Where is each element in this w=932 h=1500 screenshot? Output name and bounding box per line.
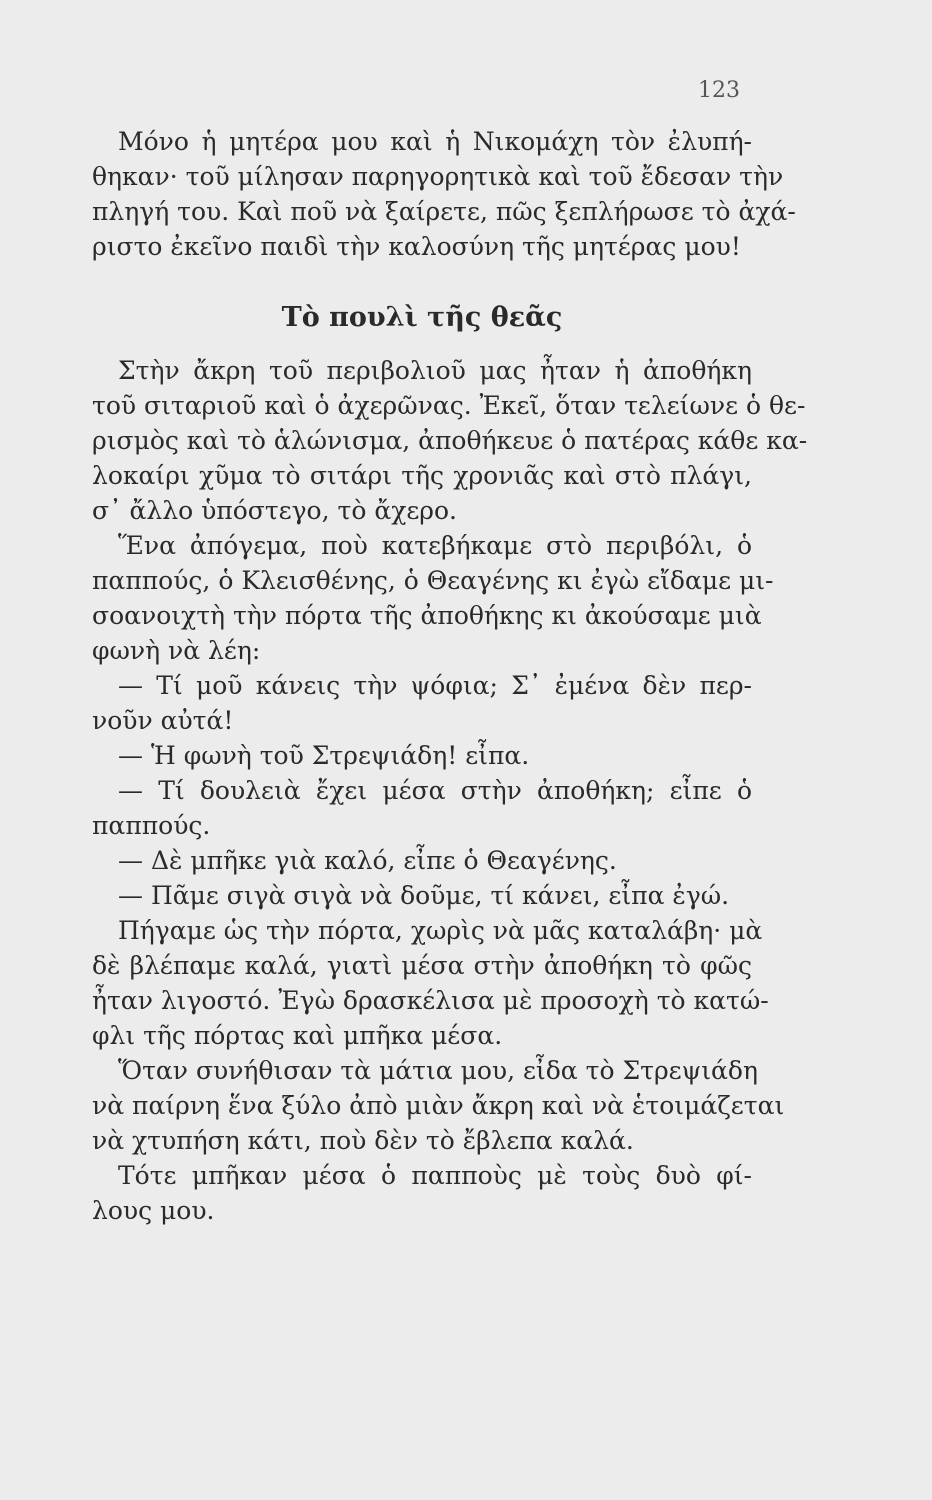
dialogue <box>92 843 752 878</box>
dialogue <box>92 878 752 913</box>
paragraph <box>92 353 808 528</box>
text-line: παππούς. <box>92 811 211 840</box>
text-line: — Τί δουλειὰ ἔχει μέσα στὴν ἀποθήκη; εἶπε ὁ <box>118 776 752 805</box>
section-title: Τὸ πουλὶ τῆς θεᾶς <box>281 302 563 333</box>
text-line: λους μου. <box>92 1196 215 1225</box>
text-line: — Ἡ φωνὴ τοῦ Στρεψιάδη! εἶπα. <box>118 741 530 770</box>
page-number: 123 <box>698 78 740 103</box>
page-body <box>92 124 808 1228</box>
paragraph <box>92 1158 752 1228</box>
text-line: σοανοιχτὴ τὴν πόρτα τῆς ἀποθήκης κι ἀκούσαμε μιὰ <box>92 601 762 630</box>
dialogue <box>92 773 752 843</box>
text-line: ριστο ἐκεῖνο παιδὶ τὴν καλοσύνη τῆς μητέρας μου! <box>92 232 741 261</box>
text-line: Πήγαμε ὡς τὴν πόρτα, χωρὶς νὰ μᾶς καταλάβη· μὰ <box>118 916 763 945</box>
text-line: Στὴν ἄκρη τοῦ περιβολιοῦ μας ἦταν ἡ ἀποθήκη <box>118 356 752 385</box>
text-line: φωνὴ νὰ λέη: <box>92 636 261 665</box>
text-line: Μόνο ἡ μητέρα μου καὶ ἡ Νικομάχη τὸν ἐλυπή- <box>118 127 752 156</box>
text-line: νοῦν αὐτά! <box>92 706 234 735</box>
text-line: θηκαν· τοῦ μίλησαν παρηγορητικὰ καὶ τοῦ ἔδεσαν τὴν <box>92 162 784 191</box>
text-line: Τότε μπῆκαν μέσα ὁ παπποὺς μὲ τοὺς δυὸ φί- <box>118 1161 752 1190</box>
dialogue <box>92 738 752 773</box>
text-line: — Δὲ μπῆκε γιὰ καλό, εἶπε ὁ Θεαγένης. <box>118 846 617 875</box>
dialogue <box>92 668 752 738</box>
text-line: πληγή του. Καὶ ποῦ νὰ ξαίρετε, πῶς ξεπλήρωσε τὸ ἀχά- <box>92 197 796 226</box>
text-line: ἦταν λιγοστό. Ἐγὼ δρασκέλισα μὲ προσοχὴ τὸ κατώ- <box>92 986 769 1015</box>
text-line: φλι τῆς πόρτας καὶ μπῆκα μέσα. <box>92 1021 503 1050</box>
text-line: νὰ χτυπήση κάτι, ποὺ δὲν τὸ ἔβλεπα καλά. <box>92 1126 634 1155</box>
paragraph <box>92 528 774 668</box>
text-line: Ὅταν συνήθισαν τὰ μάτια μου, εἶδα τὸ Στρεψιάδη <box>118 1056 758 1085</box>
text-line: παππούς, ὁ Κλεισθένης, ὁ Θεαγένης κι ἐγὼ εἴδαμε μι- <box>92 566 774 595</box>
text-line: λοκαίρι χῦμα τὸ σιτάρι τῆς χρονιᾶς καὶ στὸ πλάγι, <box>92 461 752 490</box>
text-line: τοῦ σιταριοῦ καὶ ὁ ἀχερῶνας. Ἐκεῖ, ὅταν τελείωνε ὁ θε- <box>92 391 806 420</box>
text-line: — Τί μοῦ κάνεις τὴν ψόφια; Σ᾽ ἐμένα δὲν περ- <box>118 671 752 700</box>
paragraph <box>92 1053 785 1158</box>
text-line: — Πᾶμε σιγὰ σιγὰ νὰ δοῦμε, τί κάνει, εἶπα ἐγώ. <box>118 881 730 910</box>
text-line: Ἕνα ἀπόγεμα, ποὺ κατεβήκαμε στὸ περιβόλι, ὁ <box>118 531 752 560</box>
text-line: δὲ βλέπαμε καλά, γιατὶ μέσα στὴν ἀποθήκη τὸ φῶς <box>92 951 752 980</box>
paragraph <box>92 124 796 264</box>
text-line: σ᾽ ἄλλο ὑπόστεγο, τὸ ἄχερο. <box>92 496 458 525</box>
text-line: ρισμὸς καὶ τὸ ἁλώνισμα, ἀποθήκευε ὁ πατέρας κάθε κα- <box>92 426 808 455</box>
text-line: νὰ παίρνη ἕνα ξύλο ἀπὸ μιὰν ἄκρη καὶ νὰ ἑτοιμάζεται <box>92 1091 785 1120</box>
paragraph <box>92 913 769 1053</box>
